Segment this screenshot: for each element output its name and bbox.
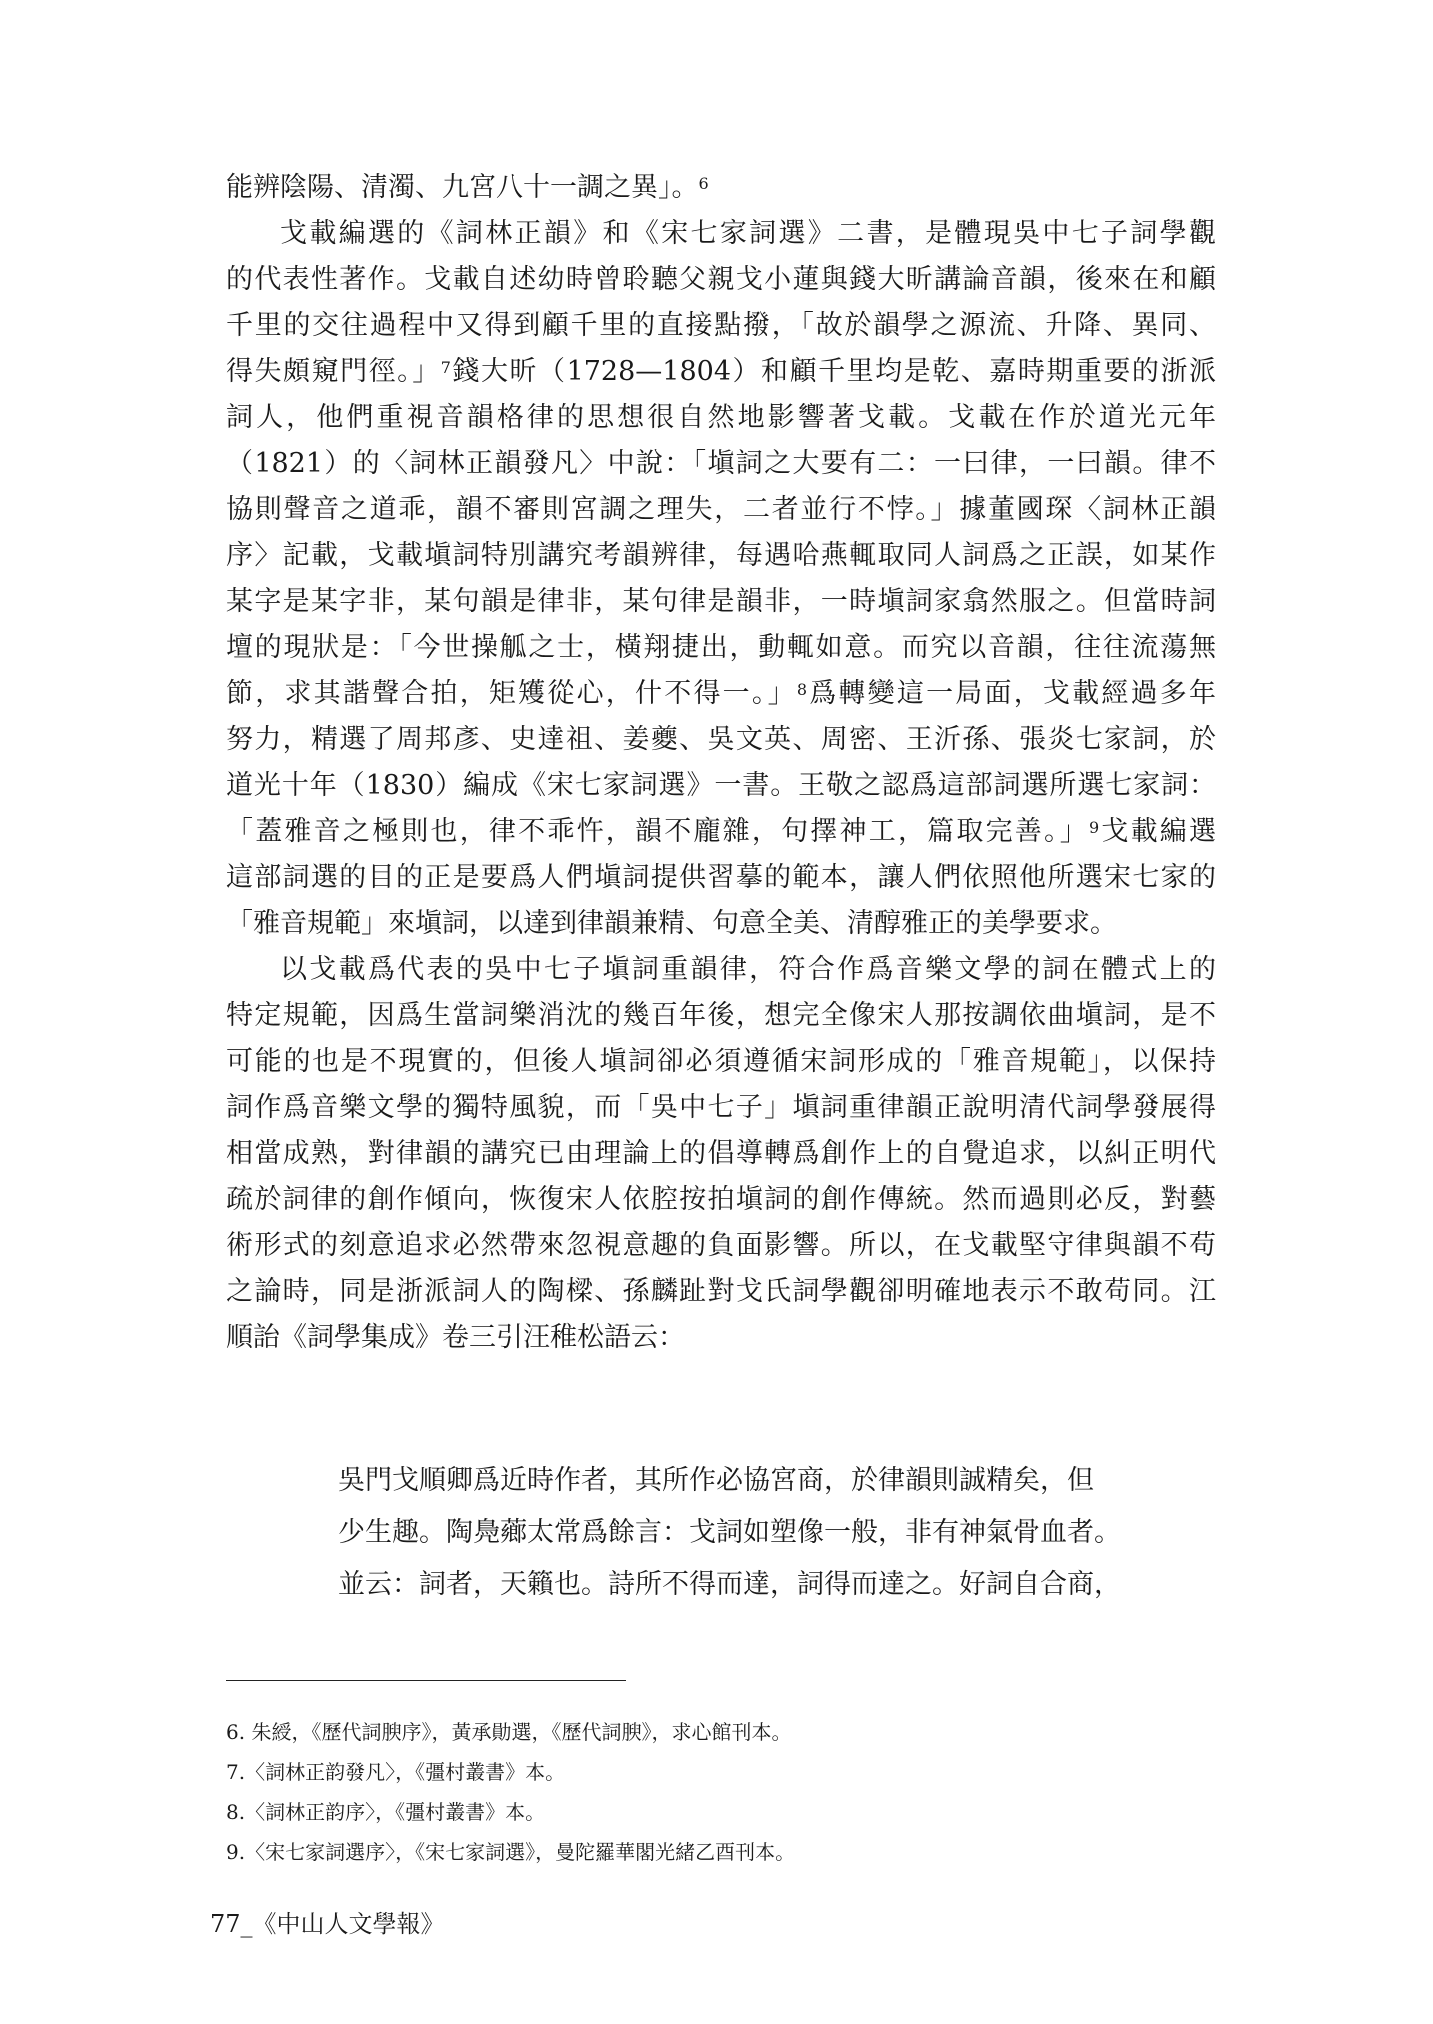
- body-line-text: 戈載編選的《詞林正韻》和《宋七家詞選》二書，是體現吳中七子詞學觀: [280, 218, 1216, 249]
- body-line-text: 的代表性著作。戈載自述幼時曾聆聽父親戈小蓮與錢大昕講論音韻，後來在和顧: [226, 264, 1216, 295]
- body-line-text: 詞人，他們重視音韻格律的思想很自然地影響著戈載。戈載在作於道光元年: [226, 402, 1216, 433]
- body-line-text: 序〉記載，戈載塡詞特別講究考韻辨律，每遇哈燕輒取同人詞爲之正誤，如某作: [226, 540, 1216, 571]
- body-line: [226, 487, 1216, 533]
- body-line: [226, 717, 1216, 763]
- body-line: [226, 1085, 1216, 1131]
- body-line: [226, 1223, 1216, 1269]
- body-line: [226, 211, 1216, 257]
- page-number: 77: [210, 1910, 241, 1938]
- body-line-text: 「蓋雅音之極則也，律不乖忤，韻不龐雜，句擇神工，篇取完善。」: [226, 816, 1089, 847]
- body-line-text: 相當成熟，對律韻的講究已由理論上的倡導轉爲創作上的自覺追求，以糾正明代: [226, 1138, 1216, 1169]
- body-line-text: 協則聲音之道乖，韻不審則宮調之理失，二者並行不悖。」據董國琛〈詞林正韻: [226, 494, 1216, 525]
- quote-line: 並云：詞者，天籟也。詩所不得而達，詞得而達之。好詞自合商，: [338, 1569, 1121, 1600]
- journal-title: _《中山人文學報》: [240, 1910, 445, 1938]
- body-line-text: 詞作爲音樂文學的獨特風貌，而「吳中七子」塡詞重律韻正說明清代詞學發展得: [226, 1092, 1216, 1123]
- body-line: [226, 1131, 1216, 1177]
- footnote: 6. 朱綬，《歷代詞腴序》，黃承勛選，《歷代詞腴》，求心館刊本。: [226, 1720, 792, 1744]
- body-line: [226, 809, 1216, 855]
- footnote-marker: 7: [440, 358, 451, 377]
- body-line-text: 戈載編選: [1099, 816, 1216, 847]
- body-line: [226, 349, 1216, 395]
- body-line-text: 這部詞選的目的正是要爲人們塡詞提供習摹的範本，讓人們依照他所選宋七家的: [226, 862, 1216, 893]
- body-line: [226, 165, 1216, 211]
- body-line-text: 以戈載爲代表的吳中七子塡詞重韻律，符合作爲音樂文學的詞在體式上的: [280, 954, 1216, 985]
- footnotes: [226, 1712, 1226, 1872]
- body-line-text: 努力，精選了周邦彥、史達祖、姜夔、吳文英、周密、王沂孫、張炎七家詞，於: [226, 724, 1216, 755]
- body-line-text: 可能的也是不現實的，但後人塡詞卻必須遵循宋詞形成的「雅音規範」，以保持: [226, 1046, 1216, 1077]
- footnote: 7.〈詞林正韵發凡〉，《彊村叢書》本。: [226, 1760, 566, 1784]
- body-line: [226, 993, 1216, 1039]
- body-line: [226, 947, 1216, 993]
- body-line: [226, 671, 1216, 717]
- footnote: 8.〈詞林正韵序〉，《彊村叢書》本。: [226, 1800, 546, 1824]
- body-line-text: 順詒《詞學集成》卷三引汪稚松語云：: [226, 1322, 685, 1353]
- body-line: [226, 579, 1216, 625]
- footnote: 9.〈宋七家詞選序〉，《宋七家詞選》，曼陀羅華閣光緒乙酉刊本。: [226, 1840, 796, 1864]
- body-text: [226, 165, 1216, 1361]
- body-line: [226, 441, 1216, 487]
- page-footer: [210, 1904, 445, 1939]
- body-line-text: 術形式的刻意追求必然帶來忽視意趣的負面影響。所以，在戈載堅守律與韻不苟: [226, 1230, 1216, 1261]
- body-line-text: 特定規範，因爲生當詞樂消沈的幾百年後，想完全像宋人那按調依曲塡詞，是不: [226, 1000, 1216, 1031]
- body-line-text: 爲轉變這一局面，戈載經過多年: [807, 678, 1216, 709]
- quote-line: 少生趣。陶鳧薌太常爲餘言：戈詞如塑像一般，非有神氣骨血者。: [338, 1517, 1121, 1548]
- footnote-marker: 9: [1088, 818, 1100, 837]
- body-line-text: （1821）的〈詞林正韻發凡〉中說：「塡詞之大要有二：一曰律，一曰韻。律不: [226, 448, 1216, 479]
- body-line-text: 節，求其諧聲合拍，矩矱從心，什不得一。」: [226, 678, 797, 709]
- body-line: [226, 1269, 1216, 1315]
- body-line-text: 某字是某字非，某句韻是律非，某句律是韻非，一時塡詞家翕然服之。但當時詞: [226, 586, 1216, 617]
- body-line: [226, 763, 1216, 809]
- body-line-text: 千里的交往過程中又得到顧千里的直接點撥，「故於韻學之源流、升降、異同、: [226, 310, 1216, 341]
- body-line: [226, 1177, 1216, 1223]
- body-line: [226, 1039, 1216, 1085]
- body-line-text: 之論時，同是浙派詞人的陶樑、孫麟趾對戈氏詞學觀卻明確地表示不敢苟同。江: [226, 1276, 1216, 1307]
- body-line: [226, 257, 1216, 303]
- body-line-text: 錢大昕（1728—1804）和顧千里均是乾、嘉時期重要的浙派: [450, 356, 1216, 387]
- block-quote: [338, 1455, 1158, 1611]
- footnote-divider: [226, 1680, 626, 1681]
- quote-line: 吳門戈順卿爲近時作者，其所作必協宮商，於律韻則誠精矣，但: [338, 1465, 1094, 1496]
- body-line: [226, 533, 1216, 579]
- body-line: [226, 1315, 1216, 1361]
- body-line-text: 疏於詞律的創作傾向，恢復宋人依腔按拍塡詞的創作傳統。然而過則必反，對藝: [226, 1184, 1216, 1215]
- footnote-marker: 8: [796, 680, 807, 699]
- body-line: [226, 901, 1216, 947]
- body-line-text: 能辨陰陽、清濁、九宮八十一調之異」。: [226, 172, 699, 203]
- footnote-marker: 6: [698, 174, 709, 193]
- body-line-text: 「雅音規範」來塡詞，以達到律韻兼精、句意全美、清醇雅正的美學要求。: [226, 908, 1117, 939]
- body-line-text: 道光十年（1830）編成《宋七家詞選》一書。王敬之認爲這部詞選所選七家詞：: [226, 770, 1216, 801]
- body-line-text: 壇的現狀是：「今世操觚之士，橫翔捷出，動輒如意。而究以音韻，往往流蕩無: [226, 632, 1216, 663]
- body-line: [226, 303, 1216, 349]
- body-line: [226, 395, 1216, 441]
- body-line: [226, 625, 1216, 671]
- body-line-text: 得失頗窺門徑。」: [226, 356, 441, 387]
- body-line: [226, 855, 1216, 901]
